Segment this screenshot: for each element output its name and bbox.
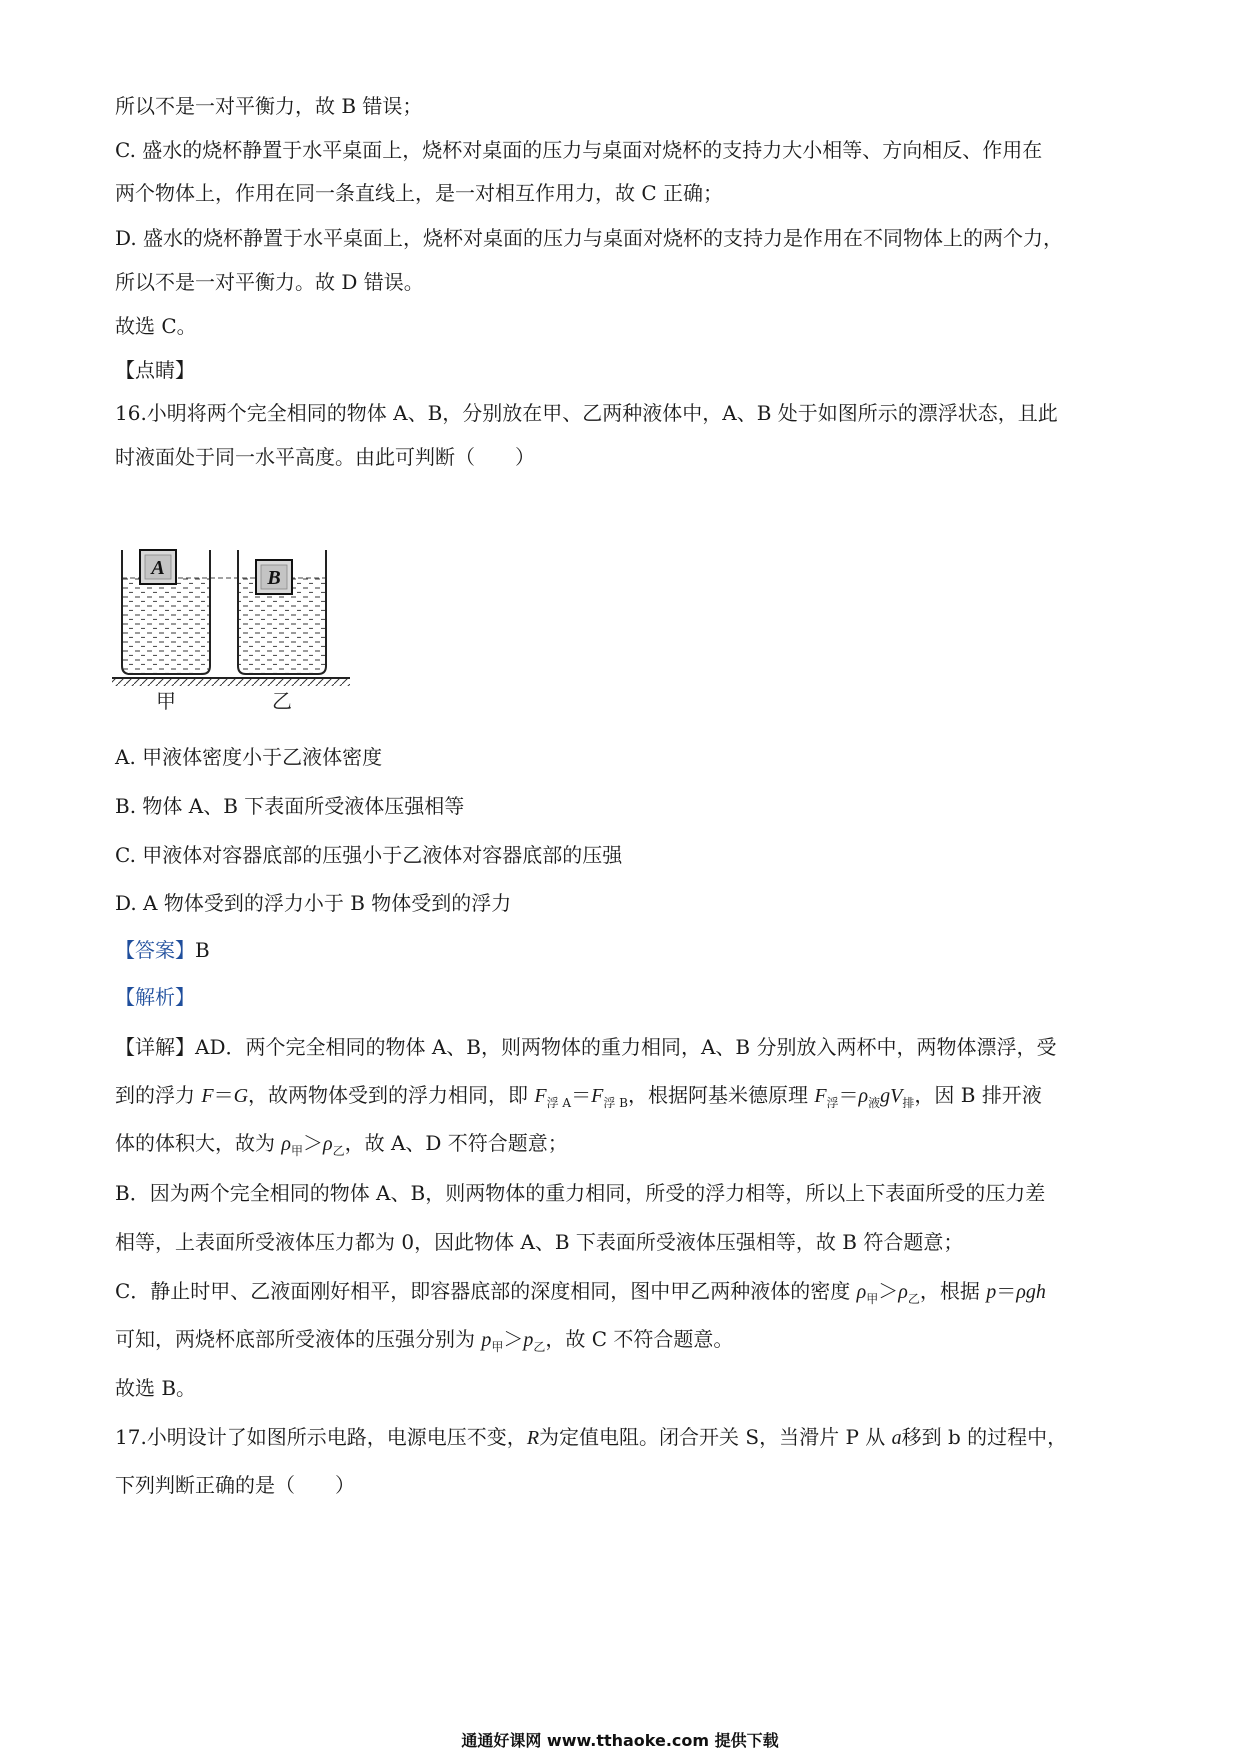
- q16-option-b: B. 物体 A、B 下表面所受液体压强相等: [115, 794, 465, 818]
- detail-b-line2: 相等，上表面所受液体压力都为 0，因此物体 A、B 下表面所受液体压强相等，故 B 符合题意；: [115, 1230, 964, 1254]
- answer-line: [115, 937, 210, 963]
- symbol-gt: ＞: [503, 1327, 524, 1351]
- text: ，故 C 不符合题意。: [545, 1327, 734, 1351]
- symbol-rho: ρ: [322, 1133, 333, 1155]
- subscript: 液: [868, 1096, 881, 1110]
- subscript: 排: [902, 1096, 915, 1110]
- symbol-eq: ＝: [213, 1083, 234, 1107]
- symbol-f: F: [591, 1085, 604, 1107]
- symbol-f: F: [534, 1085, 547, 1107]
- q17-stem-line2: 下列判断正确的是（ ）: [115, 1473, 355, 1497]
- q16-choose-line: 故选 B。: [115, 1376, 197, 1400]
- symbol-rho: ρ: [898, 1281, 908, 1303]
- text: 为定值电阻。闭合开关 S，当滑片 P 从: [539, 1425, 892, 1449]
- text: 17.小明设计了如图所示电路，电源电压不变，: [115, 1425, 527, 1449]
- detail-ad-line2: [115, 1082, 1042, 1116]
- symbol-rho: ρ: [856, 1281, 867, 1303]
- option-c-explanation-line1: C. 盛水的烧杯静置于水平桌面上，烧杯对桌面的压力与桌面对烧杯的支持力大小相等、方向相反、作用在: [115, 138, 1043, 162]
- q16-option-d: D. A 物体受到的浮力小于 B 物体受到的浮力: [115, 891, 512, 915]
- symbol-v: V: [890, 1085, 903, 1107]
- subscript: 甲: [491, 1340, 504, 1354]
- symbol-f: F: [814, 1085, 827, 1107]
- q16-stem-line1: 16.小明将两个完全相同的物体 A、B，分别放在甲、乙两种液体中，A、B 处于如图所示的漂浮状态，且此: [115, 401, 1058, 425]
- page-footer: 通通好课网 www.tthaoke.com 提供下载: [461, 1731, 779, 1750]
- symbol-p: p: [481, 1329, 492, 1351]
- option-c-explanation-line2: 两个物体上，作用在同一条直线上，是一对相互作用力，故 C 正确；: [115, 181, 724, 205]
- detail-ad-line3: [115, 1130, 568, 1164]
- answer-value: B: [195, 938, 210, 962]
- choose-line: 故选 C。: [115, 314, 197, 338]
- tip-heading: 【点睛】: [115, 358, 195, 382]
- symbol-rho: ρ: [858, 1085, 869, 1107]
- detail-ad-text1: AD．两个完全相同的物体 A、B，则两物体的重力相同，A、B 分别放入两杯中，两物体漂浮，受: [195, 1035, 1057, 1059]
- symbol-p: p: [986, 1281, 997, 1303]
- q16-option-c: C. 甲液体对容器底部的压强小于乙液体对容器底部的压强: [115, 843, 623, 867]
- symbol-eq: ＝: [838, 1083, 859, 1107]
- symbol-g-cap: G: [233, 1085, 249, 1107]
- text: 到的浮力: [115, 1083, 202, 1107]
- symbol-rhogh: ρgh: [1016, 1281, 1046, 1303]
- q17-stem-line1: [115, 1424, 1067, 1451]
- detail-b-line1: B．因为两个完全相同的物体 A、B，则两物体的重力相同，所受的浮力相等，所以上下表面所受的压力差: [115, 1181, 1046, 1205]
- q16-option-a: A. 甲液体密度小于乙液体密度: [115, 745, 383, 769]
- text: ，根据阿基米德原理: [627, 1083, 815, 1107]
- q16-stem-line2: 时液面处于同一水平高度。由此可判断（ ）: [115, 445, 535, 469]
- text: 可知，两烧杯底部所受液体的压强分别为: [115, 1327, 482, 1351]
- analysis-tag: 【解析】: [115, 985, 195, 1009]
- symbol-gt: ＞: [878, 1279, 899, 1303]
- label-yi: 乙: [272, 689, 292, 713]
- symbol-a: a: [891, 1427, 902, 1449]
- text: ，故 A、D 不符合题意；: [344, 1131, 568, 1155]
- symbol-p: p: [523, 1329, 534, 1351]
- text-line: 所以不是一对平衡力，故 B 错误；: [115, 94, 423, 118]
- symbol-g: g: [880, 1085, 891, 1107]
- ground-hatch: [112, 679, 350, 686]
- text: 移到 b 的过程中，: [901, 1425, 1068, 1449]
- detail-ad-line1: [115, 1034, 1056, 1060]
- subscript: 乙: [907, 1292, 920, 1306]
- text: ，故两物体受到的浮力相同，即: [248, 1083, 535, 1107]
- answer-tag: 【答案】: [115, 938, 195, 962]
- box-b-label: B: [267, 567, 281, 589]
- detail-c-line2: [115, 1326, 733, 1360]
- detail-c-line1: [115, 1278, 1046, 1312]
- option-d-explanation-line1: D. 盛水的烧杯静置于水平桌面上，烧杯对桌面的压力与桌面对烧杯的支持力是作用在不同物体上的两个力，: [115, 226, 1064, 250]
- symbol-r: R: [526, 1427, 540, 1449]
- liquid-jia: [122, 578, 210, 674]
- box-a-label: A: [151, 557, 165, 579]
- symbol-rho: ρ: [281, 1133, 291, 1155]
- symbol-gt: ＞: [302, 1131, 323, 1155]
- text: 体的体积大，故为: [115, 1131, 282, 1155]
- label-jia: 甲: [156, 689, 176, 713]
- subscript: 浮 A: [546, 1096, 572, 1110]
- subscript: 乙: [533, 1340, 546, 1354]
- symbol-eq: ＝: [996, 1279, 1017, 1303]
- option-d-explanation-line2: 所以不是一对平衡力。故 D 错误。: [115, 270, 424, 294]
- text: ，根据: [919, 1279, 987, 1303]
- subscript: 甲: [290, 1144, 303, 1158]
- subscript: 浮 B: [603, 1096, 628, 1110]
- symbol-f: F: [201, 1085, 214, 1107]
- detail-tag: 【详解】: [115, 1035, 195, 1059]
- subscript: 乙: [332, 1144, 345, 1158]
- text: C．静止时甲、乙液面刚好相平，即容器底部的深度相同，图中甲乙两种液体的密度: [115, 1279, 857, 1303]
- text: ，因 B 排开液: [914, 1083, 1042, 1107]
- subscript: 浮: [826, 1096, 839, 1110]
- subscript: 甲: [866, 1292, 879, 1306]
- symbol-eq: ＝: [571, 1083, 592, 1107]
- beaker-figure: [110, 548, 360, 718]
